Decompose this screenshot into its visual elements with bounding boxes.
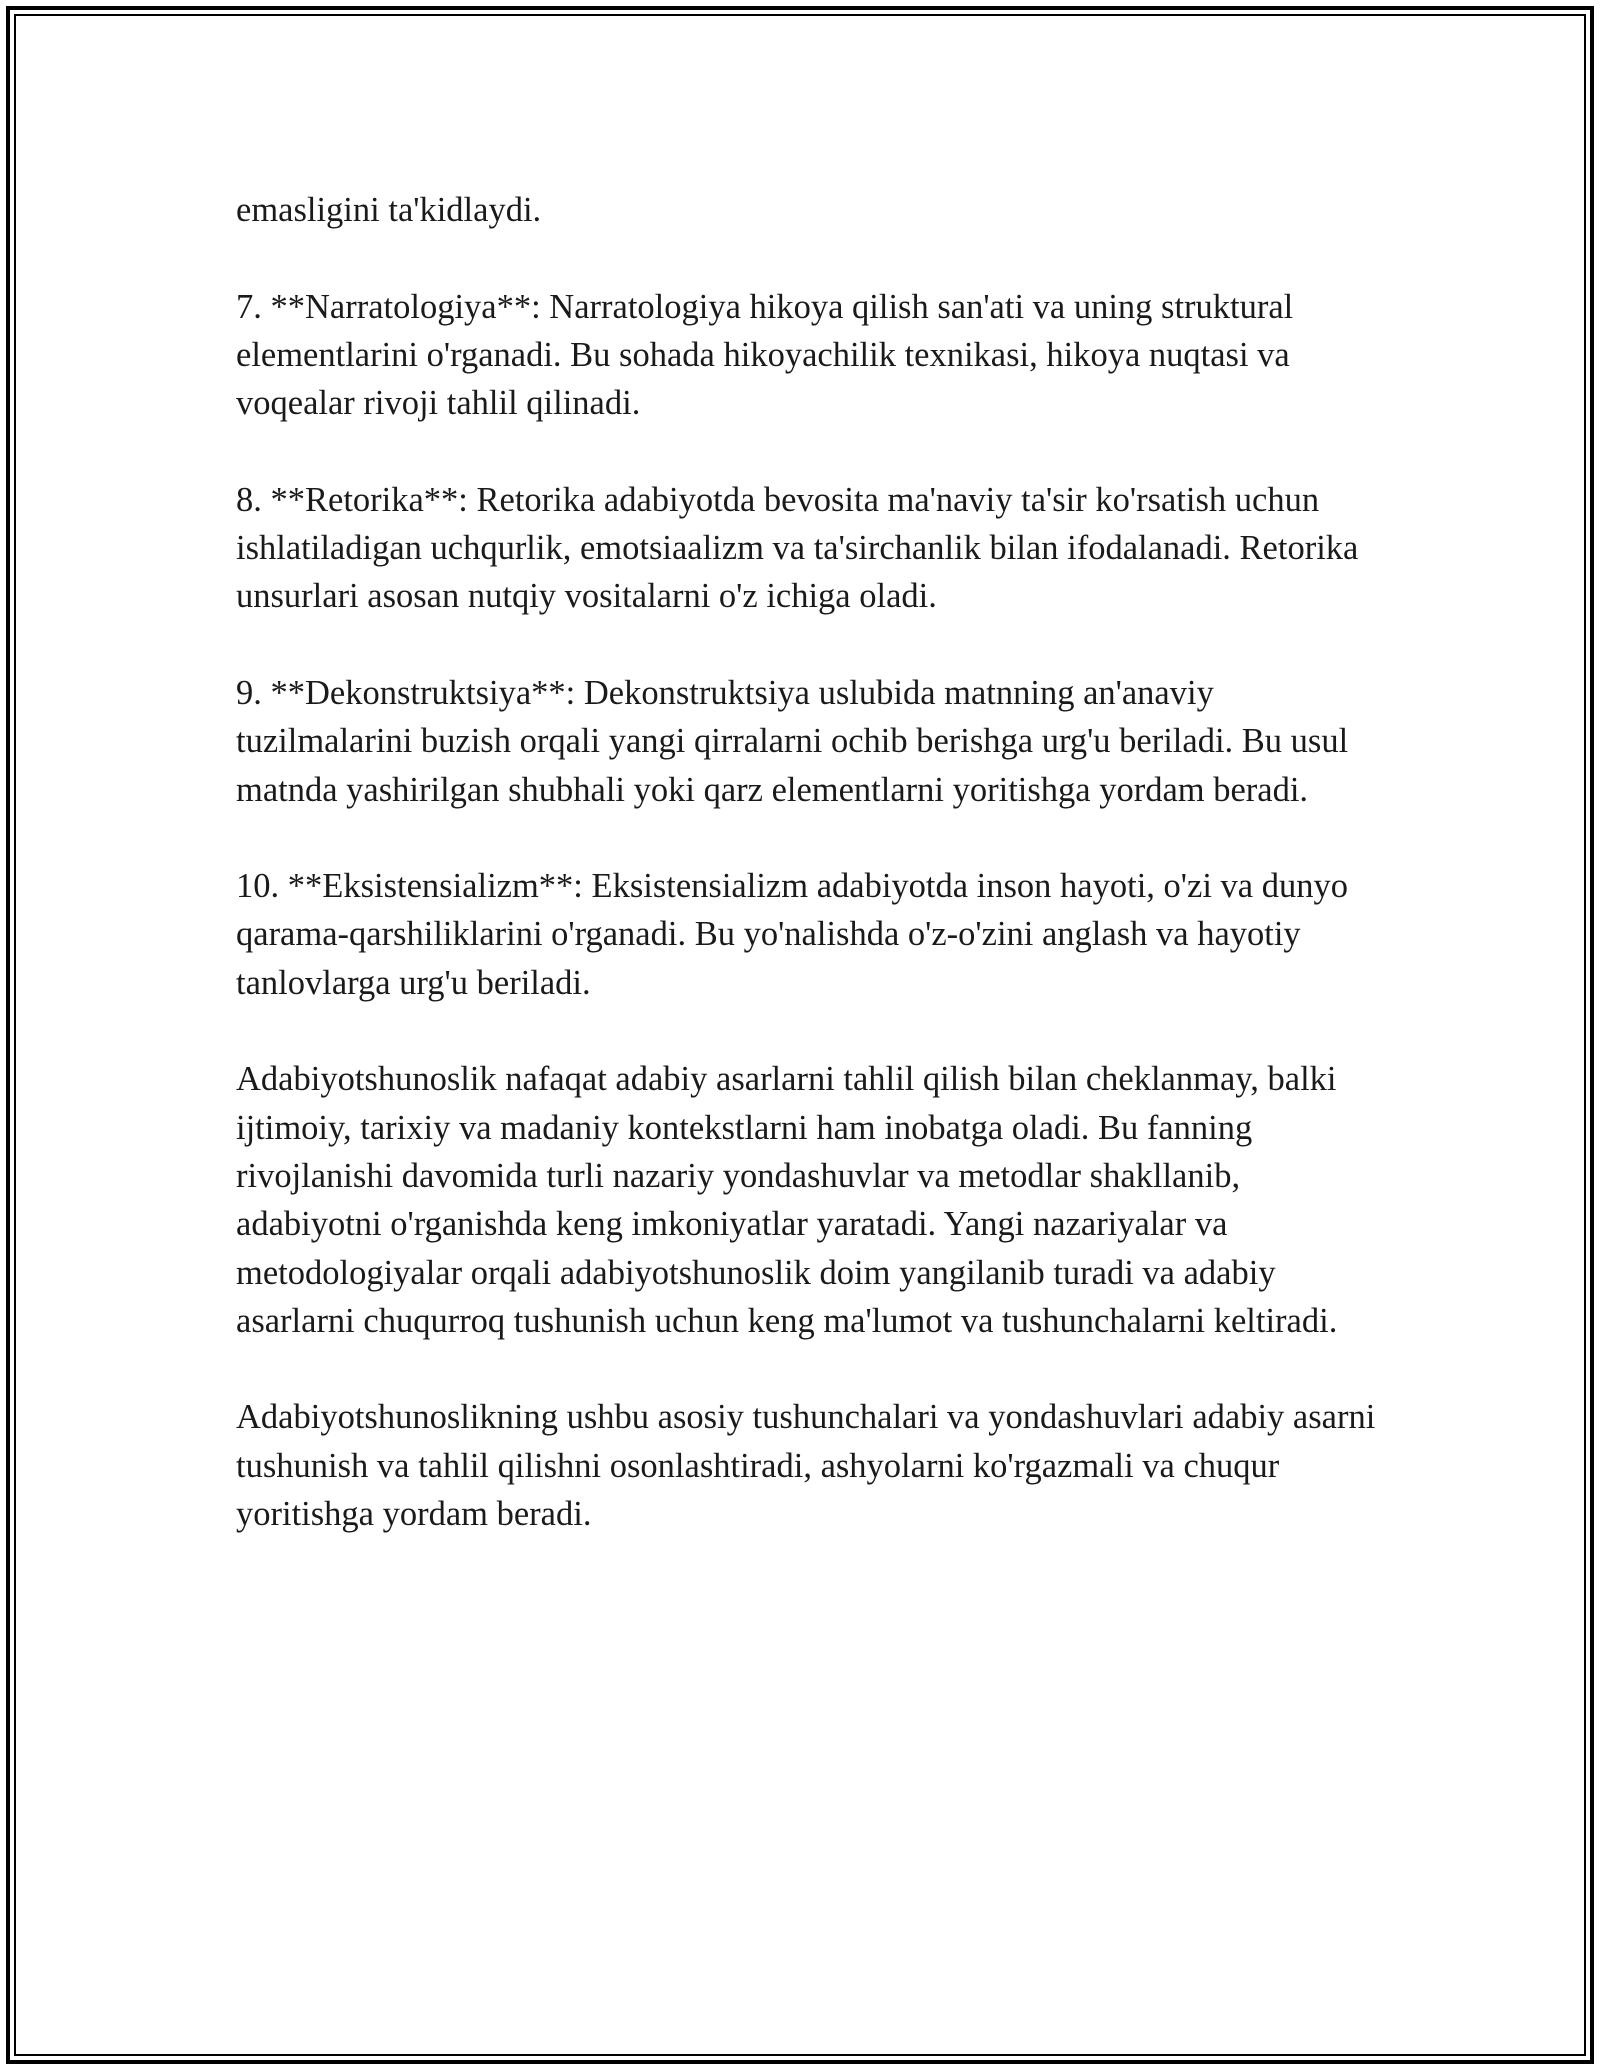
list-item-dekonstruktsiya: 9. **Dekonstruktsiya**: Dekonstruktsiya uslubida matnning an'anaviy tuzilmalarini buzish orqali yangi qirralarni ochib berishga urg'u beriladi. Bu usul matnda yashirilgan shubhali yoki qarz elementlarni yoritishga yordam beradi. [236, 673, 1349, 809]
list-item-retorika: 8. **Retorika**: Retorika adabiyotda bevosita ma'naviy ta'sir ko'rsatish uchun ishlatiladigan uchqurlik, emotsiaalizm va ta'sirchanlik bilan ifodalanadi. Retorika unsurlari asosan nutqiy vositalarni o'z ichiga oladi. [236, 480, 1359, 616]
list-item-eksistensializm: 10. **Eksistensializm**: Eksistensializm adabiyotda inson hayoti, o'zi va dunyo qarama-qarshiliklarini o'rganadi. Bu yo'nalishda o'z-o'zini anglash va hayotiy tanlovlarga urg'u beriladi. [236, 867, 1348, 1002]
paragraph-continuation: emasligini ta'kidlaydi. [236, 191, 542, 229]
page-body [236, 186, 1376, 1587]
paragraph-summary: Adabiyotshunoslik nafaqat adabiy asarlarni tahlil qilish bilan cheklanmay, balki ijtimoiy, tarixiy va madaniy kontekstlarni ham inobatga oladi. Bu fanning rivojlanishi davomida turli nazariy yondashuvlar va metodlar shakllanib, adabiyotni o'rganishda keng imkoniyatlar yaratadi. Yangi nazariyalar va metodologiyalar orqali adabiyotshunoslik doim yangilanib turadi va adabiy asarlarni chuqurroq tushunish uchun keng ma'lumot va tushunchalarni keltiradi. [236, 1060, 1338, 1340]
list-item-narratologiya: 7. **Narratologiya**: Narratologiya hikoya qilish san'ati va uning struktural elementlarini o'rganadi. Bu sohada hikoyachilik texnikasi, hikoya nuqtasi va voqealar rivoji tahlil qilinadi. [236, 287, 1294, 423]
paragraph-conclusion: Adabiyotshunoslikning ushbu asosiy tushunchalari va yondashuvlari adabiy asarni tushunish va tahlil qilishni osonlashtiradi, ashyolarni ko'rgazmali va chuqur yoritishga yordam beradi. [236, 1398, 1376, 1534]
